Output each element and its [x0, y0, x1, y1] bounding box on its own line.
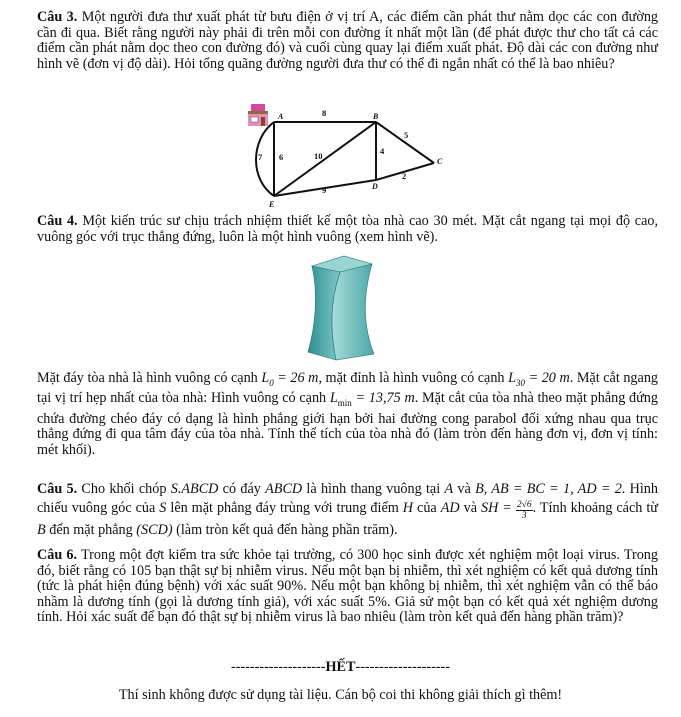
q4-L30-value: = 20 m [525, 370, 570, 386]
q4-text-a: Mặt đáy tòa nhà là hình vuông có cạnh [37, 370, 262, 386]
q5-text-c: có đáy [218, 481, 266, 497]
q5-frac-den: 3 [521, 511, 527, 521]
node-D: D [372, 182, 378, 191]
question-6-label: Câu 6. [37, 547, 78, 563]
question-3-label: Câu 3. [37, 9, 78, 25]
node-A: A [278, 112, 284, 121]
weight-EB: 10 [314, 151, 323, 161]
q4-Lmin-sub: min [337, 398, 352, 409]
hyperbolic-building-figure [306, 252, 378, 368]
question-6-text: Trong một đợt kiểm tra sức khỏe tại trường, có 300 học sinh được xét nghiệm một loại virus. Trong đó, biết rằng có 105 bạn thật sự bị nhiễm virus. Nếu một bạn bị nhiễm, thì xét nghiệm có kết quả dương tính (tức là phát hiện đúng bệnh) với xác suất 90%. Nếu một bạn không bị nhiễm, thì xét nghiệm vẫn có thể báo nhầm là dương tính (gọi là dương tính giả), với xác suất 5%. Giả sử một bạn có kết quả xét nghiệm dương tính. Hỏi xác suất để bạn đó thật sự bị nhiễm virus là bao nhiêu (làm tròn kết quả đến hàng phần trăm)? [37, 547, 658, 626]
q5-text-i: . Hình chiếu vuông góc của [37, 481, 658, 516]
q5-base: ABCD [265, 481, 303, 497]
weight-ED: 9 [322, 185, 327, 195]
q5-point-b: B [37, 522, 46, 538]
q5-frac-num: 2√6 [516, 500, 532, 510]
post-office-icon [248, 104, 268, 126]
q5-text-s: đến mặt phẳng [45, 522, 137, 538]
weight-AE-curve: 7 [258, 152, 263, 162]
question-5 [37, 480, 658, 540]
q5-lengths: B, AB = BC = 1, AD = 2 [475, 481, 622, 497]
q4-text-e: . Mặt cắt ngang tại vị trí hẹp nhất của tòa nhà: Hình vuông có cạnh [37, 370, 659, 407]
node-E: E [269, 200, 275, 209]
question-3 [37, 10, 658, 72]
q4-Lmin: L [329, 390, 338, 407]
q4-L0: L [261, 370, 270, 386]
question-4-text: Một kiến trúc sư chịu trách nhiệm thiết kế một tòa nhà cao 30 mét. Mặt cắt ngang tại mọi độ cao, vuông góc với trục thẳng đứng, luôn là một hình vuông (xem hình vẽ). [37, 213, 659, 245]
question-4-label: Câu 4. [37, 213, 78, 229]
q4-text-g: . Mặt cắt của tòa nhà theo mặt phẳng đứng chứa đường chéo đáy có dạng là hình phẳng giới hạn bởi hai đường cong parabol đối xứng nhau qua trục thẳng đứng đi qua tâm đáy của tòa nhà. Tính thể tích của tòa nhà đó (làm tròn đến hàng đơn vị, đơn vị tính: mét khối). [37, 390, 658, 459]
q5-text-e: là hình thang vuông tại [302, 481, 445, 497]
q5-text-g: và [453, 481, 476, 497]
q4-L0-value: = 26 m [273, 370, 319, 386]
question-5-label: Câu 5. [37, 481, 78, 497]
q5-pyramid: S.ABCD [170, 481, 219, 497]
q5-point-h: H [402, 500, 414, 516]
q5-text-k: lên mặt phẳng đáy trùng với trung điểm [166, 500, 403, 516]
q5-text-m: của [413, 500, 441, 516]
q5-text-a: Cho khối chóp [77, 481, 171, 497]
end-title: HẾT [325, 659, 356, 675]
question-3-text: Một người đưa thư xuất phát từ bưu điện ở vị trí A, các điểm cần phát thư nằm dọc các con đường cần đi qua. Biết rằng người này phải đi trên mỗi con đường ít nhất một lần (để phát được thư cho tất cả các điểm cần phát nằm dọc theo con đường đó) và cuối cùng quay lại điểm xuất phát. Độ dài các con đường như hình vẽ (đơn vị độ dài). Hỏi tổng quãng đường người đưa thư có thể đi ngắn nhất có thể là bao nhiêu? [37, 9, 659, 72]
q5-sh-eq: SH = [480, 500, 516, 516]
q5-point-s: S [159, 500, 167, 516]
end-dashes-right: -------------------- [355, 659, 450, 675]
q5-point-a: A [444, 481, 454, 497]
q5-segment-ad: AD [440, 500, 460, 516]
q5-text-u: (làm tròn kết quả đến hàng phần trăm). [172, 522, 398, 538]
weight-BC: 5 [404, 130, 409, 140]
end-marker [0, 660, 681, 676]
weight-DC: 2 [402, 171, 407, 181]
end-dashes-left: -------------------- [231, 659, 326, 675]
weight-AB: 8 [322, 108, 327, 118]
question-6 [37, 548, 658, 626]
weight-AE: 6 [279, 152, 284, 162]
q5-plane-scd: (SCD) [136, 522, 173, 538]
weight-BD: 4 [380, 146, 385, 156]
exam-footer-note: Thí sinh không được sử dụng tài liệu. Cán bộ coi thi không giải thích gì thêm! [118, 687, 563, 703]
q5-text-q: . Tính khoảng cách từ [532, 500, 658, 516]
q4-L30: L [508, 370, 516, 386]
q5-fraction [516, 500, 533, 521]
question-4-data [37, 371, 658, 459]
q4-text-c: , mặt đỉnh là hình vuông có cạnh [318, 370, 509, 386]
q4-L30-sub: 30 [516, 377, 525, 388]
q4-Lmin-value: = 13,75 m [351, 390, 415, 407]
node-B: B [373, 112, 379, 121]
q4-L0-sub: 0 [269, 377, 274, 388]
q5-text-o: và [459, 500, 481, 516]
question-4 [37, 214, 658, 245]
route-graph-figure [236, 100, 450, 210]
node-C: C [437, 157, 443, 166]
edge-B-C [376, 122, 434, 163]
